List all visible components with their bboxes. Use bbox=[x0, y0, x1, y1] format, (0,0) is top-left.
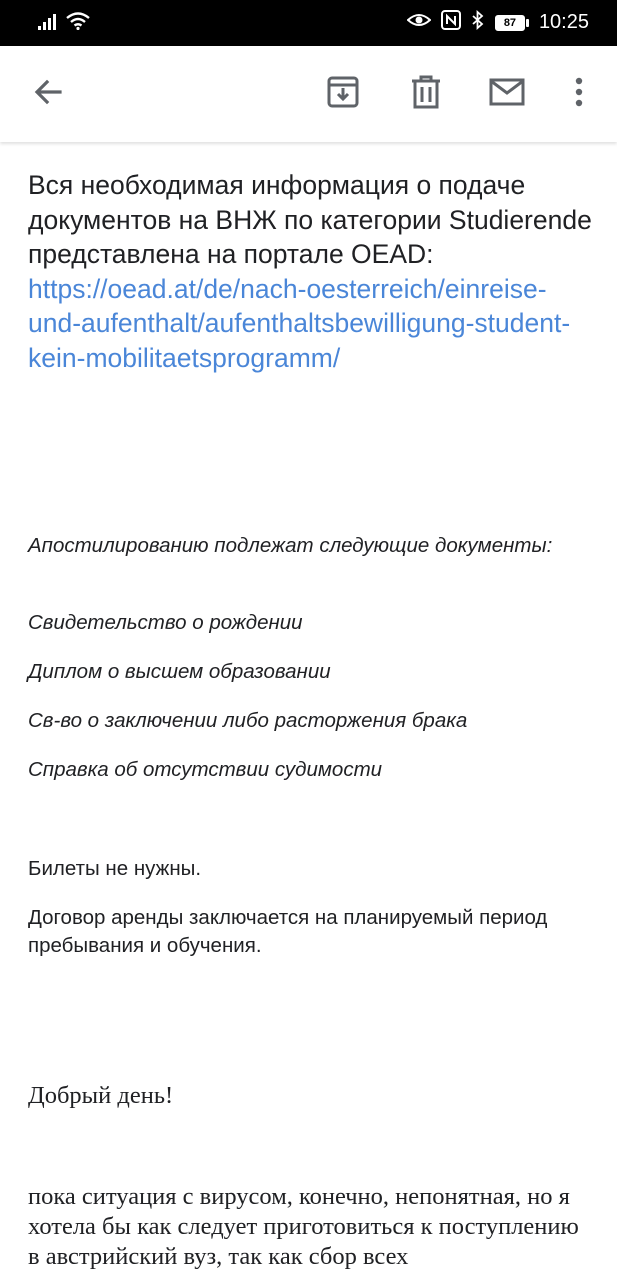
status-right bbox=[407, 10, 589, 35]
wifi-icon bbox=[66, 12, 90, 35]
battery-level: 87 bbox=[495, 15, 525, 31]
bluetooth-icon bbox=[471, 10, 485, 35]
lead-paragraph bbox=[28, 168, 598, 375]
signal-icon bbox=[38, 12, 58, 35]
apostille-heading: Апостилированию подлежат следующие документы: bbox=[28, 534, 553, 557]
status-bar bbox=[0, 0, 617, 46]
archive-icon bbox=[326, 75, 360, 114]
tickets-note: Билеты не нужны. bbox=[28, 857, 202, 880]
status-left bbox=[38, 12, 90, 35]
more-vert-icon bbox=[575, 77, 583, 112]
message-body bbox=[0, 142, 617, 1280]
back-button[interactable] bbox=[26, 72, 70, 116]
nfc-icon bbox=[441, 10, 461, 35]
trash-icon bbox=[411, 75, 441, 114]
status-clock: 10:25 bbox=[538, 11, 589, 33]
rent-note: Договор аренды заключается на планируемый период пребывания и обучения. bbox=[28, 906, 548, 957]
delete-button[interactable] bbox=[404, 72, 448, 116]
quoted-text: пока ситуация с вирусом, конечно, непонятная, но я хотела бы как следует приготовиться к поступлению в австрийский вуз, так как сбор всех bbox=[28, 1183, 579, 1270]
document-item: Диплом о высшем образовании bbox=[28, 660, 331, 683]
battery-tip bbox=[526, 19, 529, 27]
arrow-left-icon bbox=[32, 76, 64, 113]
greeting: Добрый день! bbox=[28, 1082, 174, 1109]
archive-button[interactable] bbox=[321, 72, 365, 116]
document-item: Свидетельство о рождении bbox=[28, 611, 303, 634]
more-options-button[interactable] bbox=[557, 72, 601, 116]
document-item: Св-во о заключении либо расторжения брака bbox=[28, 709, 468, 732]
mail-icon bbox=[489, 78, 525, 111]
battery-icon bbox=[495, 15, 529, 31]
oead-link[interactable]: https://oead.at/de/nach-oesterreich/einreise-und-aufenthalt/aufenthaltsbewilligung-student-kein-mobilitaetsprogramm/ bbox=[28, 273, 571, 373]
message-toolbar bbox=[0, 46, 617, 142]
document-item: Справка об отсутствии судимости bbox=[28, 758, 383, 781]
lead-text: Вся необходимая информация о подаче документов на ВНЖ по категории Studierende представлена на портале OEAD: bbox=[28, 170, 592, 269]
mark-unread-button[interactable] bbox=[485, 72, 529, 116]
eye-icon bbox=[407, 11, 431, 34]
